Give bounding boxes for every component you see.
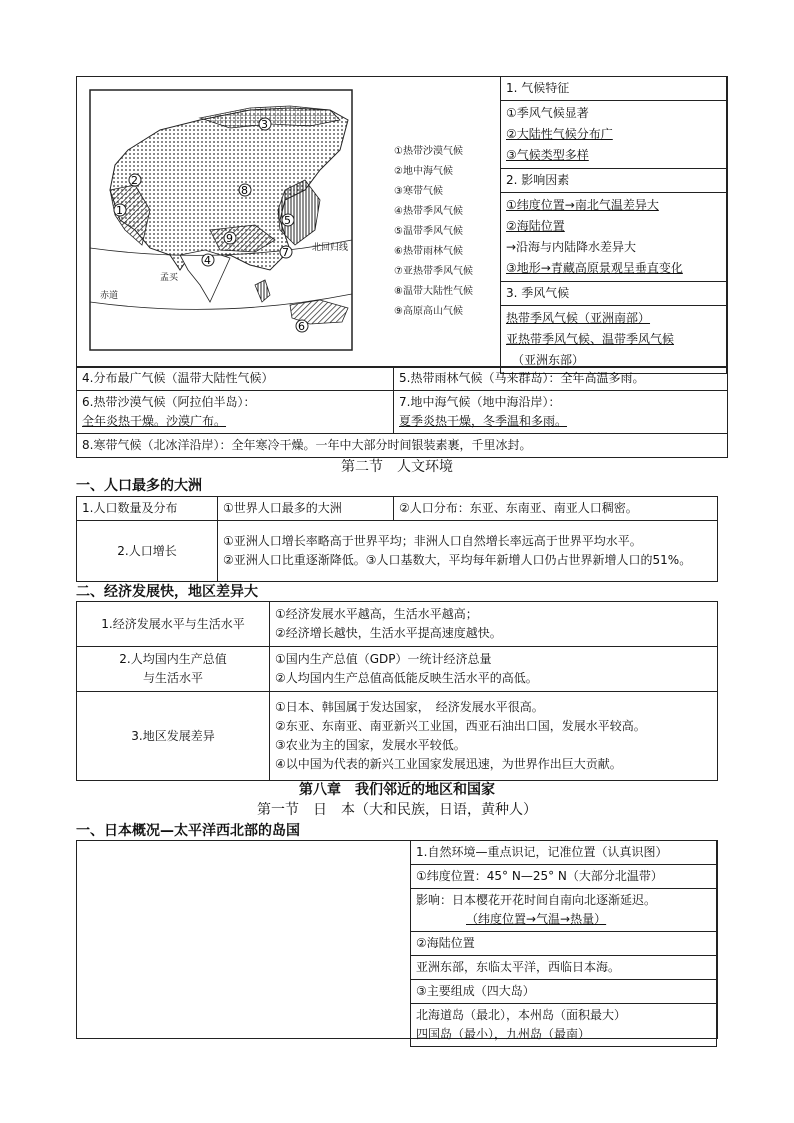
japan-influence-chain: （纬度位置→气温→热量） (466, 912, 607, 926)
econ-line: ①日本、韩国属于发达国家， 经济发展水平很高。 (275, 700, 544, 714)
marker-3: 3 (261, 118, 268, 131)
econ-line: ②人均国内生产总值高低能反映生活水平的高低。 (275, 671, 538, 685)
pop-row2-label: 2.人口增长 (77, 521, 218, 582)
japan-row: ③主要组成（四大岛） (411, 980, 717, 1004)
monsoon-item: 热带季风气候（亚洲南部） (506, 311, 651, 325)
econ-row1-content (270, 602, 718, 647)
legend-item: ④热带季风气候 (394, 206, 463, 217)
legend-item: ③寒带气候 (394, 186, 443, 197)
factors-list (501, 193, 727, 282)
climate-row-7-title: 7.地中海气候（地中海沿岸）： (399, 395, 561, 409)
climate-row-6-title: 6.热带沙漠气候（阿拉伯半岛）： (82, 395, 256, 409)
climate-row-7-desc: 夏季炎热干燥，冬季温和多雨。 (399, 414, 568, 428)
factor-item: ②海陆位置 (506, 219, 565, 233)
japan-islands-line: 北海道岛（最北），本州岛（面积最大） (416, 1008, 627, 1022)
monsoon-item: （亚洲东部） (512, 353, 585, 367)
chapter8-title: 第八章 我们邻近的地区和国家 (299, 782, 495, 798)
japan-row (411, 889, 717, 932)
econ-row2-label-b: 与生活水平 (142, 671, 203, 685)
japan-map-placeholder (76, 840, 411, 1037)
econ-line: ③农业为主的国家，发展水平较低。 (275, 738, 466, 752)
pop-row1-c3: ②人口分布：东亚、东南亚、南亚人口稠密。 (394, 497, 718, 521)
section2-sub2: 二、经济发展快，地区差异大 (76, 584, 258, 600)
factor-item: ①纬度位置→南北气温差异大 (506, 198, 659, 212)
factor-item: →沿海与内陆降水差异大 (506, 240, 637, 254)
feature-item: ③气候类型多样 (506, 148, 589, 162)
econ-row2-content (270, 647, 718, 692)
economy-table (76, 601, 718, 781)
marker-8: 8 (241, 184, 248, 197)
features-list (501, 101, 727, 169)
econ-row1-label: 1.经济发展水平与生活水平 (77, 602, 270, 647)
marker-5: 5 (284, 214, 291, 227)
econ-line: ①经济发展水平越高，生活水平越高； (275, 607, 478, 621)
japan-row: 亚洲东部，东临太平洋，西临日本海。 (411, 956, 717, 980)
climate-table (76, 76, 728, 452)
chapter8-sub1: 一、日本概况—太平洋西北部的岛国 (76, 823, 300, 839)
marker-6: 6 (298, 320, 305, 333)
section2-sub1: 一、人口最多的大洲 (76, 478, 202, 494)
equator-label: 赤道 (100, 291, 119, 301)
marker-4: 4 (204, 254, 211, 267)
marker-7: 7 (282, 246, 289, 259)
marker-9: 9 (226, 232, 233, 245)
legend-item: ⑧温带大陆性气候 (394, 286, 473, 297)
japan-islands-line: 四国岛（最小），九州岛（最南） (416, 1027, 591, 1041)
econ-line: ④以中国为代表的新兴工业国家发展迅速，为世界作出巨大贡献。 (275, 757, 622, 771)
japan-influence: 影响：日本樱花开花时间自南向北逐渐延迟。 (416, 893, 657, 907)
japan-table (410, 840, 717, 1047)
econ-line: ①国内生产总值（GDP）一统计经济总量 (275, 652, 492, 666)
pop-row2-line: ①亚洲人口增长率略高于世界平均；非洲人口自然增长率远高于世界平均水平。 (223, 534, 642, 548)
marker-1: 1 (116, 204, 123, 217)
climate-row-8: 8.寒带气候（北冰洋沿岸）：全年寒冷干燥。一年中大部分时间银装素裹，千里冰封。 (77, 434, 728, 458)
japan-row (411, 1004, 717, 1047)
feature-item: ①季风气候显著 (506, 106, 589, 120)
legend-item: ⑨高原高山气候 (394, 306, 463, 317)
econ-row3-content (270, 692, 718, 781)
climate-row-7 (394, 391, 728, 434)
japan-row: 1.自然环境—重点识记，记准位置（认真识图） (411, 841, 717, 865)
mumbai-label: 孟买 (160, 273, 179, 283)
features-head-3: 3. 季风气候 (501, 282, 727, 306)
pop-row2-content (218, 521, 718, 582)
features-head-2: 2. 影响因素 (501, 169, 727, 193)
monsoon-item: 亚热带季风气候、温带季风气候 (506, 332, 675, 346)
features-head-1: 1. 气候特征 (501, 77, 727, 101)
legend-item: ⑦亚热带季风气候 (394, 266, 473, 277)
feature-item: ②大陆性气候分布广 (506, 127, 613, 141)
marker-2: 2 (131, 174, 138, 187)
climate-features-table (500, 76, 727, 374)
factor-item: ③地形→青藏高原景观呈垂直变化 (506, 261, 683, 275)
climate-row-6 (77, 391, 394, 434)
legend-item: ①热带沙漠气候 (394, 146, 463, 157)
japan-row: ②海陆位置 (411, 932, 717, 956)
tropic-label: 北回归线 (312, 243, 349, 253)
econ-line: ②东亚、东南亚、南亚新兴工业国，西亚石油出口国，发展水平较高。 (275, 719, 646, 733)
monsoon-list (501, 306, 727, 374)
chapter8-section1: 第一节 日 本（大和民族，日语，黄种人） (257, 802, 537, 818)
climate-row-4: 4.分布最广气候（温带大陆性气候） (77, 367, 394, 391)
legend-item: ⑤温带季风气候 (394, 226, 463, 237)
econ-row3-label: 3.地区发展差异 (77, 692, 270, 781)
climate-rows-table (76, 366, 728, 458)
econ-line: ②经济增长越快，生活水平提高速度越快。 (275, 626, 502, 640)
econ-row2-label (77, 647, 270, 692)
japan-row: ①纬度位置：45° N—25° N（大部分北温带） (411, 865, 717, 889)
pop-row2-line: ②亚洲人口比重逐渐降低。③人口基数大，平均每年新增人口仍占世界新增人口的51%。 (223, 553, 692, 567)
legend-item: ⑥热带雨林气候 (394, 246, 463, 257)
population-table (76, 496, 718, 582)
climate-row-5: 5.热带雨林气候（马来群岛）：全年高温多雨。 (394, 367, 728, 391)
climate-row-6-desc: 全年炎热干燥。沙漠广布。 (82, 414, 227, 428)
section2-title: 第二节 人文环境 (341, 459, 453, 475)
pop-row1-c2: ①世界人口最多的大洲 (218, 497, 394, 521)
legend-item: ②地中海气候 (394, 166, 453, 177)
econ-row2-label-a: 2.人均国内生产总值 (119, 652, 227, 666)
pop-row1-label: 1.人口数量及分布 (77, 497, 218, 521)
